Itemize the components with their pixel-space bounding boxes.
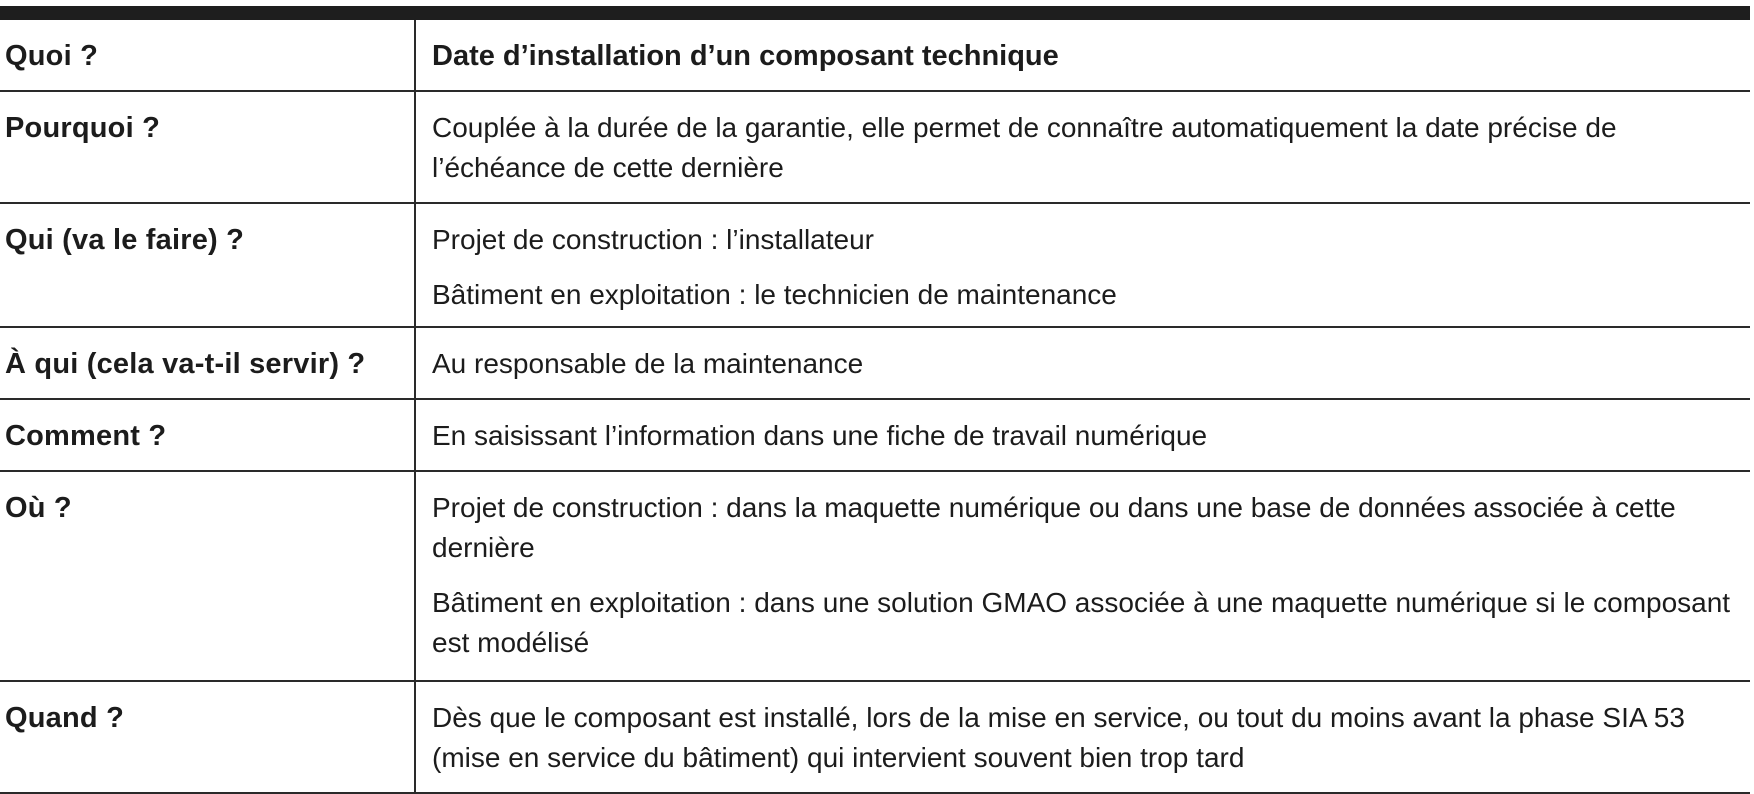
question-cell: Quoi ? (0, 20, 415, 91)
answer-text: Projet de construction : l’installateur (432, 224, 874, 255)
answer-text: Projet de construction : dans la maquette numérique ou dans une base de données associée à cette dernière (432, 492, 1676, 563)
question-cell: Quand ? (0, 681, 415, 793)
table-top-rule (0, 6, 1750, 20)
answer-cell (415, 91, 1750, 203)
table-row-ou (0, 471, 1750, 681)
table-row-pourquoi (0, 91, 1750, 203)
answer-text: Date d’installation d’un composant technique (432, 40, 1059, 72)
table-row-a-qui (0, 327, 1750, 399)
answer-text: Bâtiment en exploitation : dans une solution GMAO associée à une maquette numérique si le composant est modélisé (432, 587, 1731, 658)
question-cell: Comment ? (0, 399, 415, 471)
table-row-comment (0, 399, 1750, 471)
answer-cell (415, 399, 1750, 471)
question-cell: Qui (va le faire) ? (0, 203, 415, 327)
question-cell: À qui (cela va-t-il servir) ? (0, 327, 415, 399)
question-cell: Où ? (0, 471, 415, 681)
answer-cell (415, 471, 1750, 681)
answer-text: En saisissant l’information dans une fiche de travail numérique (432, 420, 1208, 451)
info-table (0, 20, 1750, 794)
question-cell: Pourquoi ? (0, 91, 415, 203)
table-row-quand (0, 681, 1750, 793)
answer-cell (415, 203, 1750, 327)
answer-text: Bâtiment en exploitation : le technicien de maintenance (432, 279, 1117, 310)
answer-text: Dès que le composant est installé, lors de la mise en service, ou tout du moins avant la phase SIA 53 (mise en service du bâtiment) qui intervient souvent bien trop tard (432, 702, 1685, 773)
answer-cell (415, 20, 1750, 91)
answer-cell (415, 327, 1750, 399)
table-row-quoi (0, 20, 1750, 91)
table-row-qui (0, 203, 1750, 327)
answer-text: Au responsable de la maintenance (432, 348, 864, 379)
answer-text: Couplée à la durée de la garantie, elle permet de connaître automatiquement la date précise de l’échéance de cette dernière (432, 112, 1617, 183)
answer-cell (415, 681, 1750, 793)
